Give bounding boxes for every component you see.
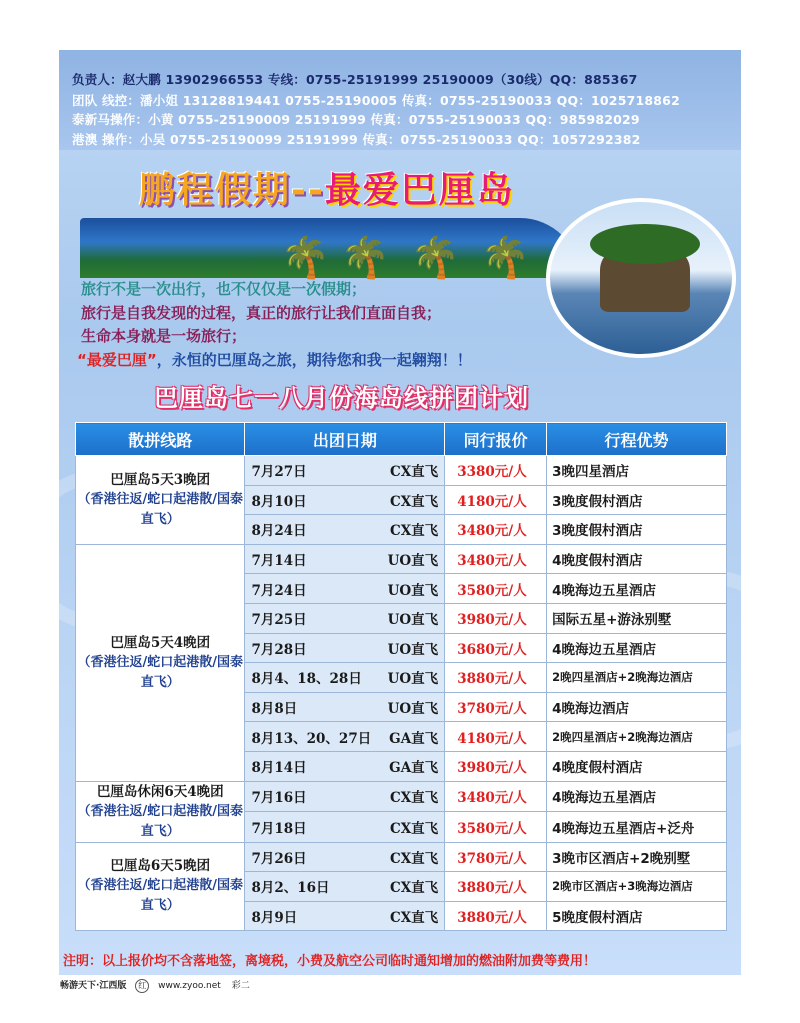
departure-date: 7月26日 — [251, 850, 307, 867]
price-cell: 3880元/人 — [445, 663, 547, 693]
departure-date: 8月4、18、28日 — [251, 671, 362, 688]
price-cell: 3780元/人 — [445, 842, 547, 872]
flight-type: CX直飞 — [389, 523, 439, 540]
advantage-cell: 5晚度假村酒店 — [547, 901, 727, 931]
table-body — [76, 456, 727, 931]
price-cell: 3780元/人 — [445, 692, 547, 722]
page-title — [139, 162, 515, 213]
date-cell — [245, 603, 445, 633]
route-name: 巴厘岛5天4晚团 — [110, 634, 211, 651]
advantage-cell: 4晚海边酒店 — [547, 692, 727, 722]
price-cell: 3580元/人 — [445, 812, 547, 843]
departure-date: 8月8日 — [251, 701, 298, 718]
price-cell: 3880元/人 — [445, 872, 547, 902]
page-number: 彩二 — [231, 981, 250, 991]
advantage-cell: 3晚四星酒店 — [547, 456, 727, 486]
date-cell — [245, 812, 445, 843]
flight-type: GA直飞 — [389, 760, 439, 777]
date-cell — [245, 901, 445, 931]
price-cell: 3680元/人 — [445, 633, 547, 663]
advantage-cell: 4晚度假村酒店 — [547, 544, 727, 574]
date-cell — [245, 485, 445, 515]
date-cell — [245, 456, 445, 486]
flight-type: CX直飞 — [389, 493, 439, 510]
advantage-cell: 3晚度假村酒店 — [547, 485, 727, 515]
flyer-page — [59, 50, 741, 975]
contact-line-thai: 泰新马操作：小黄 0755-25190009 25191999 传真：0755-25190033 QQ：985982029 — [72, 112, 640, 127]
route-name: 巴厘岛6天5晚团 — [110, 858, 211, 875]
flight-type: UO直飞 — [387, 701, 439, 718]
table-row — [76, 456, 727, 486]
date-cell — [245, 751, 445, 781]
price-cell: 3980元/人 — [445, 751, 547, 781]
flight-type: CX直飞 — [389, 820, 439, 837]
route-cell — [76, 781, 245, 842]
tour-table — [75, 422, 727, 931]
price-cell: 3480元/人 — [445, 544, 547, 574]
advantage-cell: 4晚度假村酒店 — [547, 751, 727, 781]
advantage-cell: 2晚四星酒店+2晚海边酒店 — [547, 722, 727, 752]
date-cell — [245, 544, 445, 574]
departure-date: 7月24日 — [251, 582, 307, 599]
slogan-line: 旅行不是一次出行，也不仅仅是一次假期； — [81, 280, 367, 298]
header-date: 出团日期 — [245, 423, 445, 456]
contact-line-manager: 负责人：赵大鹏 13902966553 专线：0755-25191999 25190009（30线）QQ：885367 — [72, 72, 638, 87]
slogan-rest: ，永恒的巴厘岛之旅，期待您和我一起翱翔！！ — [156, 351, 472, 369]
advantage-cell: 3晚度假村酒店 — [547, 515, 727, 545]
advantage-cell: 4晚海边五星酒店 — [547, 633, 727, 663]
slogan-line: 生命本身就是一场旅行； — [81, 327, 247, 345]
departure-date: 8月14日 — [251, 760, 307, 777]
date-cell — [245, 842, 445, 872]
route-detail: （香港往返/蛇口起港散/国泰直飞） — [77, 491, 243, 527]
price-cell: 3380元/人 — [445, 456, 547, 486]
table-row — [76, 544, 727, 574]
date-cell — [245, 722, 445, 752]
departure-date: 8月24日 — [251, 523, 307, 540]
contact-line-team: 团队 线控：潘小姐 13128819441 0755-25190005 传真：0755-25190033 QQ：1025718862 — [72, 93, 680, 108]
table-row — [76, 842, 727, 872]
departure-date: 7月28日 — [251, 641, 307, 658]
date-cell — [245, 872, 445, 902]
flight-type: CX直飞 — [389, 910, 439, 927]
advantage-cell: 国际五星+游泳别墅 — [547, 603, 727, 633]
route-name: 巴厘岛休闲6天4晚团 — [96, 783, 224, 800]
flight-type: CX直飞 — [389, 790, 439, 807]
table-row — [76, 781, 727, 812]
departure-date: 8月10日 — [251, 493, 307, 510]
route-detail: （香港往返/蛇口起港散/国泰直飞） — [77, 878, 243, 914]
route-name: 巴厘岛5天3晚团 — [110, 471, 211, 488]
date-cell — [245, 663, 445, 693]
website: www.zyoo.net — [158, 981, 221, 991]
departure-date: 8月2、16日 — [251, 880, 330, 897]
departure-date: 8月13、20、27日 — [251, 730, 372, 747]
plan-title: 巴厘岛七一八月份海岛线拼团计划 — [154, 384, 529, 412]
advantage-cell: 2晚市区酒店+3晚海边酒店 — [547, 872, 727, 902]
date-cell — [245, 781, 445, 812]
flight-type: GA直飞 — [389, 730, 439, 747]
slogan-line — [77, 349, 472, 370]
date-cell — [245, 633, 445, 663]
page-footer — [60, 978, 250, 993]
advantage-cell: 3晚市区酒店+2晚别墅 — [547, 842, 727, 872]
price-note: 注明：以上报价均不含落地签，离境税，小费及航空公司临时通知增加的燃油附加费等费用！ — [63, 954, 597, 969]
flight-type: CX直飞 — [389, 850, 439, 867]
temple-photo — [546, 198, 736, 358]
flight-type: CX直飞 — [389, 464, 439, 481]
price-cell: 3880元/人 — [445, 901, 547, 931]
price-cell: 3980元/人 — [445, 603, 547, 633]
departure-date: 7月16日 — [251, 790, 307, 807]
advantage-cell: 4晚海边五星酒店 — [547, 574, 727, 604]
slogan-line: 旅行是自我发现的过程，真正的旅行让我们直面自我； — [81, 304, 442, 322]
slogan-quote: “最爱巴厘” — [77, 351, 157, 369]
departure-date: 7月18日 — [251, 820, 307, 837]
departure-date: 7月14日 — [251, 553, 307, 570]
departure-date: 7月25日 — [251, 612, 307, 629]
beach-banner-image — [80, 218, 580, 281]
price-cell: 3480元/人 — [445, 781, 547, 812]
route-cell — [76, 544, 245, 781]
departure-date: 7月27日 — [251, 464, 307, 481]
route-detail: （香港往返/蛇口起港散/国泰直飞） — [77, 803, 243, 839]
table-header-row — [76, 423, 727, 456]
flight-type: UO直飞 — [387, 612, 439, 629]
seal-icon: 红 — [135, 979, 149, 993]
palm-icon: 🌴 — [410, 235, 460, 281]
contact-block — [59, 50, 741, 150]
date-cell — [245, 692, 445, 722]
header-price: 同行报价 — [445, 423, 547, 456]
advantage-cell: 4晚海边五星酒店+泛舟 — [547, 812, 727, 843]
route-detail: （香港往返/蛇口起港散/国泰直飞） — [77, 654, 243, 690]
flight-type: UO直飞 — [387, 582, 439, 599]
price-cell: 4180元/人 — [445, 485, 547, 515]
advantage-cell: 2晚四星酒店+2晚海边酒店 — [547, 663, 727, 693]
contact-line-hk: 港澳 操作：小吴 0755-25190099 25191999 传真：0755-25190033 QQ：1057292382 — [72, 132, 641, 147]
flight-type: UO直飞 — [387, 553, 439, 570]
title-destination: 最爱巴厘岛 — [324, 170, 515, 211]
departure-date: 8月9日 — [251, 910, 298, 927]
title-brand: 鹏程假期-- — [139, 170, 325, 211]
price-cell: 3580元/人 — [445, 574, 547, 604]
advantage-cell: 4晚海边五星酒店 — [547, 781, 727, 812]
header-advantage: 行程优势 — [547, 423, 727, 456]
date-cell — [245, 515, 445, 545]
palm-icon: 🌴 — [280, 235, 330, 281]
header-route: 散拼线路 — [76, 423, 245, 456]
flight-type: CX直飞 — [389, 880, 439, 897]
flight-type: UO直飞 — [387, 641, 439, 658]
tree-shape — [590, 224, 700, 264]
price-cell: 4180元/人 — [445, 722, 547, 752]
magazine-name: 畅游天下·江西版 — [60, 981, 127, 991]
flight-type: UO直飞 — [387, 671, 439, 688]
route-cell — [76, 842, 245, 931]
palm-icon: 🌴 — [340, 235, 390, 281]
price-cell: 3480元/人 — [445, 515, 547, 545]
palm-icon: 🌴 — [480, 235, 530, 281]
route-cell — [76, 456, 245, 545]
date-cell — [245, 574, 445, 604]
